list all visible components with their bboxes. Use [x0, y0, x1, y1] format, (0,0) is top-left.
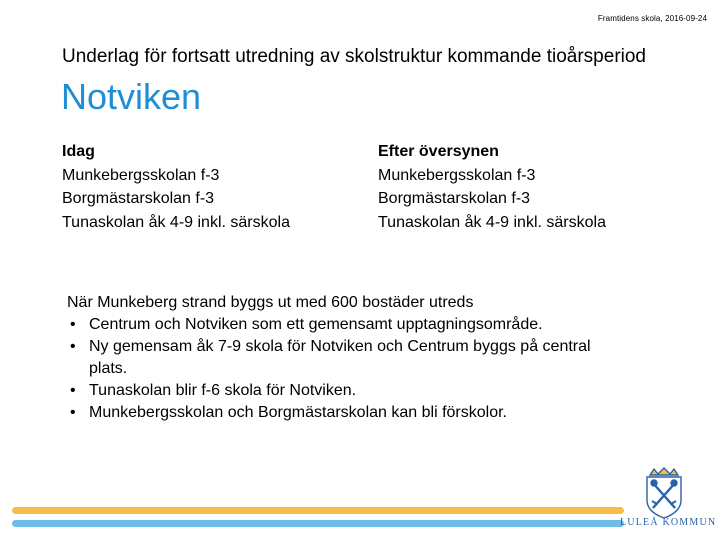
today-item: Tunaskolan åk 4-9 inkl. särskola — [62, 213, 290, 231]
bullet-icon: • — [70, 404, 76, 421]
list-item — [67, 314, 627, 336]
slide-title: Notviken — [61, 76, 202, 117]
notes-list — [67, 314, 627, 424]
organization-logo-text: LULEÅ KOMMUN — [620, 517, 717, 528]
after-review-heading: Efter översynen — [378, 143, 499, 160]
bullet-icon: • — [70, 316, 76, 333]
notes-intro: När Munkeberg strand byggs ut med 600 bostäder utreds — [67, 294, 474, 311]
list-item-text: Munkebergsskolan och Borgmästarskolan kan bli förskolor. — [89, 404, 507, 421]
list-item-text: Tunaskolan blir f-6 skola för Notviken. — [89, 382, 357, 399]
today-heading: Idag — [62, 143, 95, 160]
bullet-icon: • — [70, 338, 76, 355]
list-item-text: Ny gemensam åk 7-9 skola för Notviken och Centrum byggs på central plats. — [89, 338, 591, 377]
after-review-item: Munkebergsskolan f-3 — [378, 166, 536, 184]
after-review-item: Borgmästarskolan f-3 — [378, 190, 531, 207]
investigation-notes — [67, 292, 627, 424]
list-item — [67, 380, 627, 402]
list-item-text: Centrum och Notviken som ett gemensamt upptagningsområde. — [89, 316, 543, 333]
footer-stripe-orange — [12, 507, 624, 514]
header-note: Framtidens skola, 2016-09-24 — [597, 14, 707, 23]
list-item — [67, 402, 627, 424]
today-item: Munkebergsskolan f-3 — [62, 166, 220, 184]
today-item: Borgmästarskolan f-3 — [62, 190, 215, 207]
after-review-column — [378, 140, 606, 234]
bullet-icon: • — [70, 382, 76, 399]
list-item — [67, 336, 627, 380]
slide-subtitle: Underlag för fortsatt utredning av skolstruktur kommande tioårsperiod — [62, 46, 646, 67]
today-column — [62, 140, 290, 234]
after-review-item: Tunaskolan åk 4-9 inkl. särskola — [378, 213, 606, 231]
footer-stripe-blue — [12, 520, 624, 527]
